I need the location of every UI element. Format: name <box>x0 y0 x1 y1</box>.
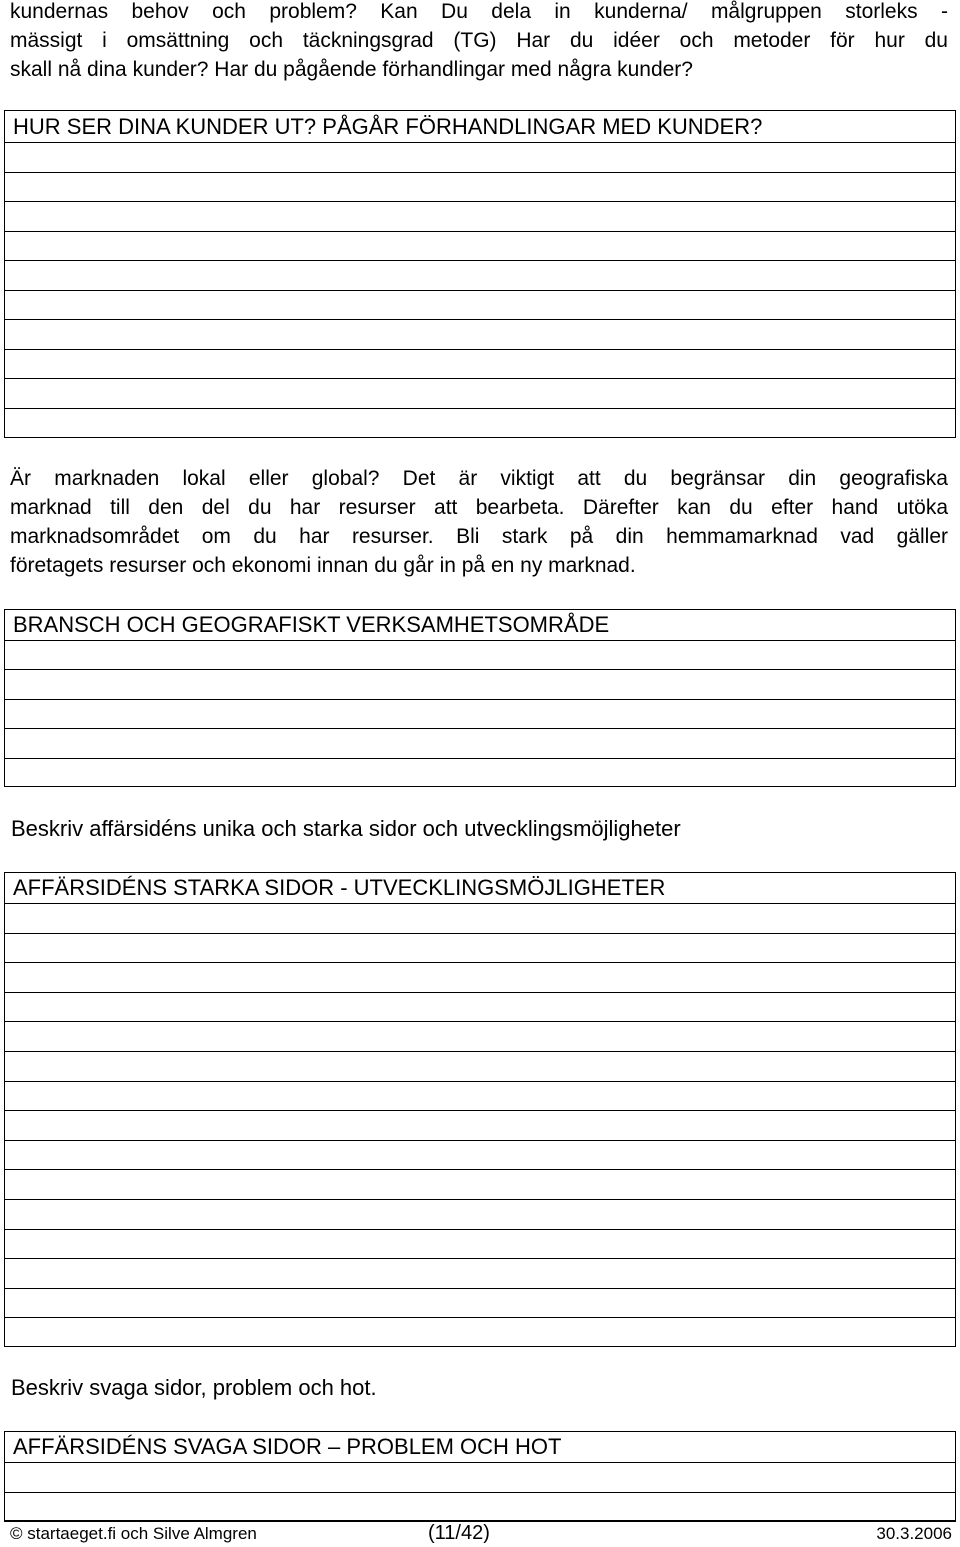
branch-table-heading: BRANSCH OCH GEOGRAFISKT VERKSAMHETSOMRÅDE <box>5 610 955 641</box>
answer-line[interactable] <box>5 320 955 350</box>
answer-line[interactable] <box>5 1318 955 1348</box>
answer-line[interactable] <box>5 202 955 232</box>
market-line-3: marknadsområdet om du har resurser. Bli stark på din hemmamarknad vad gäller <box>10 525 948 548</box>
intro-line-2: mässigt i omsättning och täckningsgrad (TG) Har du idéer och metoder för hur du <box>10 29 948 52</box>
answer-line[interactable] <box>5 963 955 993</box>
intro-paragraph <box>10 0 948 84</box>
answer-line[interactable] <box>5 350 955 380</box>
strong-sides-prompt: Beskriv affärsidéns unika och starka sidor och utvecklingsmöjligheter <box>11 816 681 841</box>
answer-line[interactable] <box>5 700 955 729</box>
answer-line[interactable] <box>5 759 955 788</box>
weak-sides-prompt: Beskriv svaga sidor, problem och hot. <box>11 1375 377 1400</box>
answer-line[interactable] <box>5 904 955 934</box>
answer-line[interactable] <box>5 1259 955 1289</box>
market-line-4: företagets resurser och ekonomi innan du går in på en ny marknad. <box>10 554 636 577</box>
answer-line[interactable] <box>5 1022 955 1052</box>
answer-line[interactable] <box>5 1141 955 1171</box>
answer-line[interactable] <box>5 173 955 203</box>
answer-line[interactable] <box>5 1052 955 1082</box>
branch-form-table <box>4 609 956 787</box>
customers-form-table <box>4 110 956 438</box>
footer-page-number: (11/42) <box>428 1522 490 1544</box>
answer-line[interactable] <box>5 1493 955 1523</box>
market-line-1: Är marknaden lokal eller global? Det är viktigt att du begränsar din geografiska <box>10 467 948 490</box>
answer-line[interactable] <box>5 1082 955 1112</box>
answer-line[interactable] <box>5 1230 955 1260</box>
answer-line[interactable] <box>5 993 955 1023</box>
answer-line[interactable] <box>5 232 955 262</box>
market-paragraph <box>10 464 948 580</box>
answer-line[interactable] <box>5 670 955 699</box>
answer-line[interactable] <box>5 641 955 670</box>
intro-line-1: kundernas behov och problem? Kan Du dela in kunderna/ målgruppen storleks - <box>10 0 948 23</box>
answer-line[interactable] <box>5 1200 955 1230</box>
strong-table-heading: AFFÄRSIDÉNS STARKA SIDOR - UTVECKLINGSMÖJLIGHETER <box>5 873 955 904</box>
answer-line[interactable] <box>5 934 955 964</box>
answer-line[interactable] <box>5 379 955 409</box>
answer-line[interactable] <box>5 1289 955 1319</box>
answer-line[interactable] <box>5 1170 955 1200</box>
answer-line[interactable] <box>5 1111 955 1141</box>
page-footer <box>4 1521 956 1547</box>
answer-line[interactable] <box>5 1463 955 1493</box>
answer-line[interactable] <box>5 143 955 173</box>
market-line-2: marknad till den del du har resurser att bearbeta. Därefter kan du efter hand utöka <box>10 496 948 519</box>
answer-line[interactable] <box>5 291 955 321</box>
footer-date: 30.3.2006 <box>876 1524 952 1543</box>
answer-line[interactable] <box>5 261 955 291</box>
weak-table-heading: AFFÄRSIDÉNS SVAGA SIDOR – PROBLEM OCH HOT <box>5 1432 955 1463</box>
footer-copyright: © startaeget.fi och Silve Almgren <box>10 1524 257 1543</box>
strong-sides-form-table <box>4 872 956 1347</box>
customers-table-heading: HUR SER DINA KUNDER UT? PÅGÅR FÖRHANDLINGAR MED KUNDER? <box>5 111 955 143</box>
intro-line-3: skall nå dina kunder? Har du pågående förhandlingar med några kunder? <box>10 58 693 81</box>
weak-sides-form-table <box>4 1431 956 1521</box>
answer-line[interactable] <box>5 409 955 439</box>
answer-line[interactable] <box>5 729 955 758</box>
